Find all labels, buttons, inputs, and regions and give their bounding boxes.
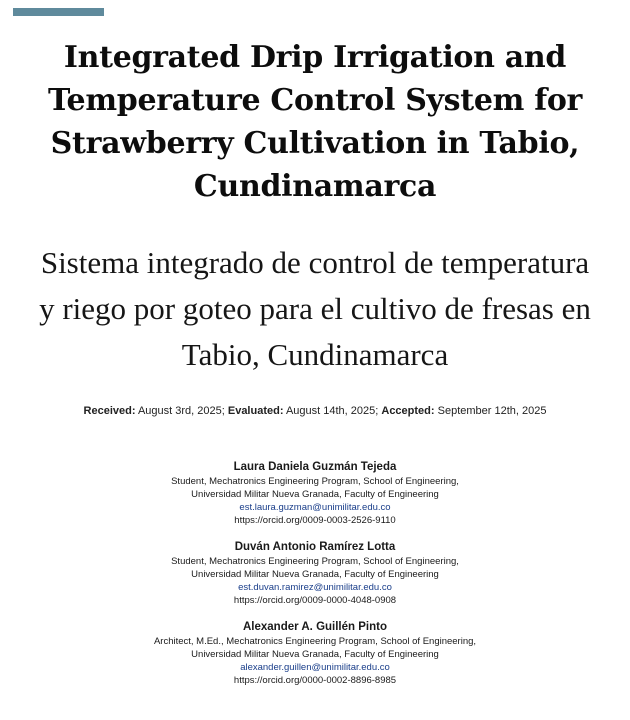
author-email-link[interactable]: est.laura.guzman@unimilitar.edu.co	[239, 502, 391, 513]
paper-title	[0, 36, 630, 208]
author-orcid-link[interactable]: https://orcid.org/0000-0002-8896-8985	[233, 675, 397, 686]
author-name: Laura Daniela Guzmán Tejeda	[233, 461, 397, 473]
subtitle-line: Tabio, Cundinamarca	[181, 337, 449, 372]
evaluated-label: Evaluated:	[227, 405, 284, 417]
author-list	[0, 460, 630, 700]
subtitle-line: y riego por goteo para el cultivo de fresas en	[39, 291, 591, 326]
author-affiliation: Student, Mechatronics Engineering Program, School of Engineering,	[171, 556, 459, 567]
author-orcid-link[interactable]: https://orcid.org/0009-0003-2526-9110	[234, 515, 396, 526]
subtitle-line: Sistema integrado de control de temperatura	[40, 245, 590, 280]
author-affiliation: Universidad Militar Nueva Granada, Faculty of Engineering	[191, 489, 439, 500]
author-block	[0, 620, 630, 687]
author-name: Duván Antonio Ramírez Lotta	[234, 541, 396, 553]
title-line: Temperature Control System for	[47, 83, 583, 118]
author-affiliation: Universidad Militar Nueva Granada, Faculty of Engineering	[191, 569, 439, 580]
author-orcid-link[interactable]: https://orcid.org/0009-0000-4048-0908	[233, 595, 397, 606]
author-email-link[interactable]: est.duvan.ramirez@unimilitar.edu.co	[238, 582, 392, 593]
author-affiliation: Universidad Militar Nueva Granada, Faculty of Engineering	[191, 649, 439, 660]
author-affiliation: Architect, M.Ed., Mechatronics Engineering Program, School of Engineering,	[153, 636, 477, 647]
author-name: Alexander A. Guillén Pinto	[243, 621, 387, 633]
accepted-label: Accepted:	[381, 405, 435, 417]
spanish-title	[0, 240, 630, 378]
author-block	[0, 460, 630, 527]
title-line: Strawberry Cultivation in Tabio,	[50, 126, 580, 161]
publication-dates	[0, 403, 630, 419]
received-date: August 3rd, 2025;	[137, 405, 225, 417]
author-email-link[interactable]: alexander.guillen@unimilitar.edu.co	[240, 662, 390, 673]
author-affiliation: Student, Mechatronics Engineering Program, School of Engineering,	[171, 476, 459, 487]
author-block	[0, 540, 630, 607]
received-label: Received:	[83, 405, 136, 417]
accent-bar	[13, 8, 104, 16]
evaluated-date: August 14th, 2025;	[285, 405, 379, 417]
title-line: Cundinamarca	[193, 169, 437, 204]
accepted-date: September 12th, 2025	[437, 405, 547, 417]
title-line: Integrated Drip Irrigation and	[63, 40, 567, 75]
